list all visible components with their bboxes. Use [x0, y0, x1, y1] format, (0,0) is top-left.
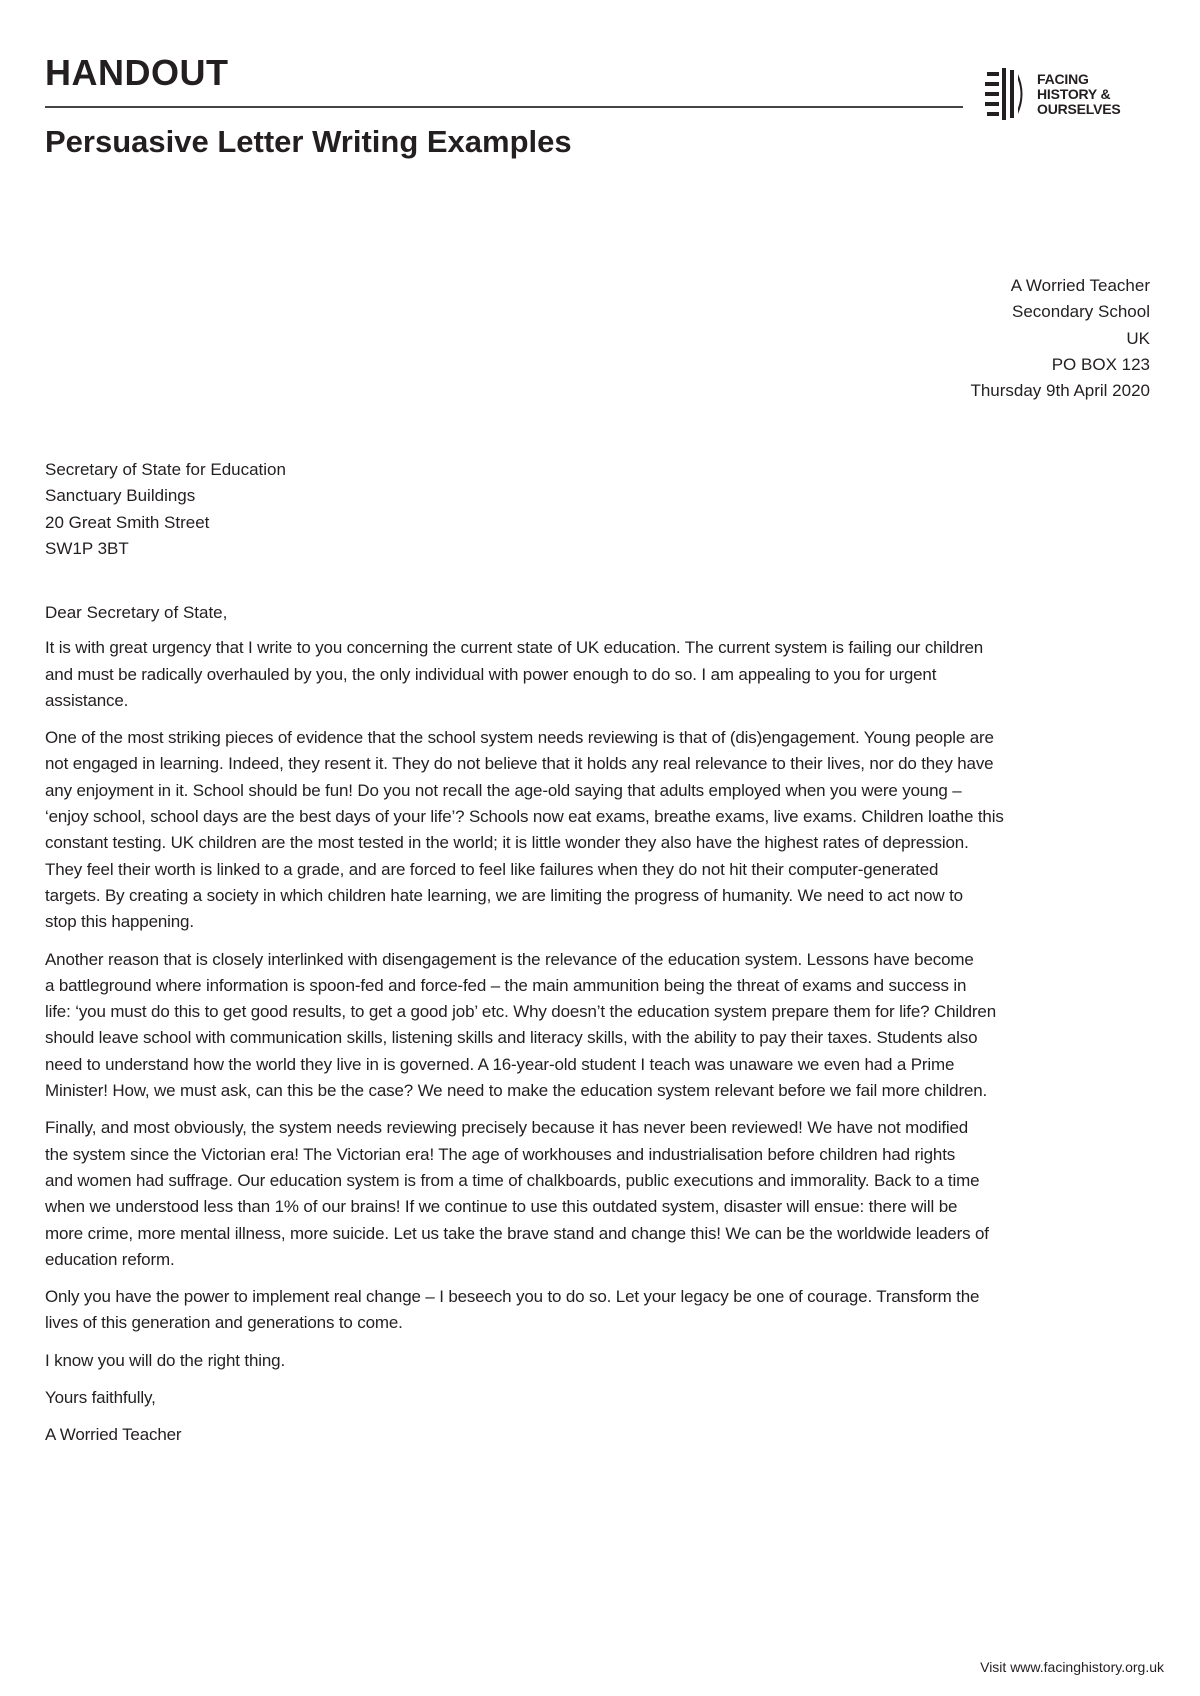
page-title: Persuasive Letter Writing Examples [45, 124, 572, 159]
paragraph-line: I know you will do the right thing. [45, 1350, 286, 1370]
letter-paragraph [45, 725, 1155, 935]
letter-body [45, 600, 1155, 1460]
paragraph-line: should leave school with communication skills, listening skills and literacy skills, with the ability to pay their taxes. Students also [45, 1028, 978, 1048]
paragraph-line: education reform. [45, 1249, 175, 1269]
paragraph-line: more crime, more mental illness, more suicide. Let us take the brave stand and change this! We can be the worldwide leaders of [45, 1223, 989, 1243]
paragraph-line: A Worried Teacher [45, 1425, 182, 1445]
paragraph-line: the system since the Victorian era! The Victorian era! The age of workhouses and industrialisation before children had rights [45, 1144, 956, 1164]
handout-label: HANDOUT [45, 52, 229, 93]
paragraph-line: a battleground where information is spoon-fed and force-fed – the main ammunition being the threat of exams and success in [45, 975, 967, 995]
letter-paragraph [45, 1284, 1155, 1337]
paragraph-line: Minister! How, we must ask, can this be the case? We need to make the education system relevant before we fail more children. [45, 1081, 988, 1101]
letter-paragraph [45, 1385, 1155, 1411]
sender-school: Secondary School [1012, 302, 1150, 322]
paragraph-line: ‘enjoy school, school days are the best days of your life’? Schools now eat exams, breathe exams, live exams. Children loathe this [45, 807, 1004, 827]
paragraph-line: Finally, and most obviously, the system needs reviewing precisely because it has never been reviewed! We have not modified [45, 1118, 969, 1138]
sender-pobox: PO BOX 123 [1051, 354, 1150, 374]
paragraph-line: when we understood less than 1% of our brains! If we continue to use this outdated system, disaster will ensue: there will be [45, 1197, 958, 1217]
facing-history-logo [985, 68, 1121, 120]
paragraph-line: Only you have the power to implement real change – I beseech you to do so. Let your legacy be one of courage. Transform the [45, 1287, 980, 1307]
paragraph-line: One of the most striking pieces of evidence that the school system needs reviewing is that of (dis)engagement. Young people are [45, 728, 994, 748]
sender-country: UK [1126, 328, 1150, 348]
paragraph-line: need to understand how the world they live in is governed. A 16-year-old student I teach was unaware we even had a Prime [45, 1054, 955, 1074]
letter-paragraph [45, 1348, 1155, 1374]
paragraph-line: constant testing. UK children are the most tested in the world; it is little wonder they also have the highest rates of depression. [45, 833, 969, 853]
paragraph-line: life: ‘you must do this to get good results, to get a good job’ etc. Why doesn’t the education system prepare them for life? Children [45, 1002, 997, 1022]
paragraph-line: stop this happening. [45, 912, 194, 932]
recipient-line: Secretary of State for Education [45, 460, 286, 479]
header-divider [45, 106, 963, 108]
paragraph-line: Another reason that is closely interlinked with disengagement is the relevance of the education system. Lessons have become [45, 949, 974, 969]
paragraph-line: not engaged in learning. Indeed, they resent it. They do not believe that it holds any real relevance to their lives, nor do they have [45, 754, 994, 774]
sender-address [970, 273, 1150, 404]
footer-link[interactable]: Visit www.facinghistory.org.uk [980, 1659, 1164, 1675]
paragraph-line: assistance. [45, 690, 129, 710]
paragraph-line: They feel their worth is linked to a grade, and are forced to feel like failures when they do not hit their computer-generated [45, 859, 939, 879]
letter-paragraph [45, 635, 1155, 714]
paragraph-line: and must be radically overhauled by you, the only individual with power enough to do so. I am appealing to you for urgent [45, 664, 937, 684]
paragraph-line: lives of this generation and generations to come. [45, 1313, 403, 1333]
logo-stripes-icon [985, 68, 1029, 120]
recipient-line: Sanctuary Buildings [45, 486, 196, 506]
paragraph-line: Yours faithfully, [45, 1388, 156, 1408]
recipient-line: 20 Great Smith Street [45, 512, 210, 532]
greeting: Dear Secretary of State, [45, 603, 228, 622]
paragraph-line: and women had suffrage. Our education system is from a time of chalkboards, public executions and immorality. Back to a time [45, 1170, 980, 1190]
letter-paragraph [45, 947, 1155, 1105]
paragraph-line: any enjoyment in it. School should be fun! Do you not recall the age-old saying that adults employed when you were young – [45, 780, 962, 800]
paragraph-line: It is with great urgency that I write to you concerning the current state of UK education. The current system is failing our children [45, 638, 984, 658]
letter-paragraph [45, 1422, 1155, 1448]
paragraph-line: targets. By creating a society in which children hate learning, we are limiting the progress of humanity. We need to act now to [45, 885, 963, 905]
recipient-address [45, 457, 286, 562]
logo-text: FACING HISTORY & OURSELVES [1037, 70, 1121, 117]
letter-date: Thursday 9th April 2020 [970, 381, 1150, 401]
recipient-line: SW1P 3BT [45, 538, 129, 558]
sender-name: A Worried Teacher [1010, 276, 1150, 295]
letter-paragraph [45, 1115, 1155, 1273]
